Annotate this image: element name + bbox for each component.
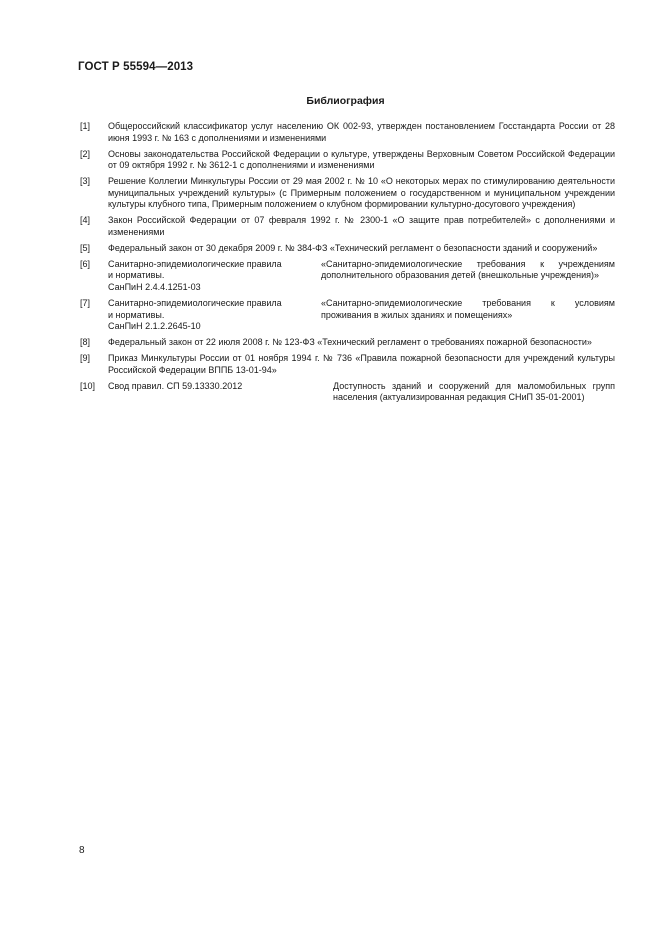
bibliography-entry	[80, 259, 615, 294]
entry-number: [3]	[80, 176, 91, 187]
bibliography-entry	[80, 121, 615, 144]
page-number: 8	[79, 845, 85, 856]
entry-number: [4]	[80, 215, 91, 226]
entry-text: Закон Российской Федерации от 07 февраля 1992 г. № 2300-1 «О защите прав потребителей» с дополнениями и изменениями	[108, 215, 615, 237]
entry-text: Общероссийский классификатор услуг населению ОК 002-93, утвержден постановлением Госстандарта России от 28 июня 1993 г. № 163 с дополнениями и изменениями	[108, 121, 615, 143]
bibliography-entry	[80, 215, 615, 238]
bibliography-entry	[80, 353, 615, 376]
standard-code: ГОСТ Р 55594—2013	[78, 61, 194, 73]
entry-document-title: «Санитарно-эпидемиологические требования к учреждениям дополнительного образования детей (внешкольные учреждения)»	[321, 258, 615, 281]
bibliography-list	[80, 121, 615, 408]
entry-number: [6]	[80, 258, 91, 269]
entry-document-code: Санитарно-эпидемиологические правила и нормативы. СанПиН 2.4.4.1251-03	[108, 258, 282, 292]
entry-document-title: «Санитарно-эпидемиологические требования к условиям проживания в жилых зданиях и помещениях»	[321, 298, 615, 320]
entry-text: Федеральный закон от 22 июля 2008 г. № 123-ФЗ «Технический регламент о требованиях пожарной безопасности»	[108, 337, 592, 348]
entry-text: Основы законодательства Российской Федерации о культуре, утверждены Верховным Советом Российской Федерации от 09 октября 1992 г. № 3612-1 с дополнениями и изменениями	[108, 148, 615, 171]
section-title: Библиография	[306, 95, 385, 107]
bibliography-entry	[80, 337, 615, 349]
bibliography-entry	[80, 381, 615, 404]
entry-number: [8]	[80, 337, 91, 348]
entry-document-code: Санитарно-эпидемиологические правила и нормативы. СанПиН 2.1.2.2645-10	[108, 298, 282, 332]
entry-number: [10]	[80, 380, 96, 391]
entry-two-column	[108, 259, 615, 294]
entry-two-column	[108, 381, 615, 404]
bibliography-entry	[80, 298, 615, 333]
entry-number: [2]	[80, 148, 91, 159]
entry-text: Решение Коллегии Минкультуры России от 29 мая 2002 г. № 10 «О некоторых мерах по стимулированию деятельности муниципальных учреждений культуры» (с Примерным положением о государственном и муниципальном учреждении культуры клубного типа, Примерным положением о клубном формировании культурно-досугового учреждения)	[108, 176, 615, 210]
entry-text: Федеральный закон от 30 декабря 2009 г. № 384-ФЗ «Технический регламент о безопасности зданий и сооружений»	[108, 242, 598, 253]
entry-text: Приказ Минкультуры России от 01 ноября 1994 г. № 736 «Правила пожарной безопасности для учреждений культуры Российской Федерации ВППБ 13-01-94»	[108, 353, 615, 375]
entry-number: [9]	[80, 353, 91, 364]
entry-two-column	[108, 298, 615, 333]
bibliography-entry	[80, 243, 615, 255]
bibliography-entry	[80, 176, 615, 211]
entry-number: [7]	[80, 298, 91, 309]
entry-number: [1]	[80, 121, 91, 131]
bibliography-entry	[80, 149, 615, 172]
entry-number: [5]	[80, 242, 91, 253]
entry-document-code: Свод правил. СП 59.13330.2012	[108, 380, 243, 391]
entry-document-title: Доступность зданий и сооружений для маломобильных групп населения (актуализированная редакция СНиП 35-01-2001)	[333, 380, 615, 403]
